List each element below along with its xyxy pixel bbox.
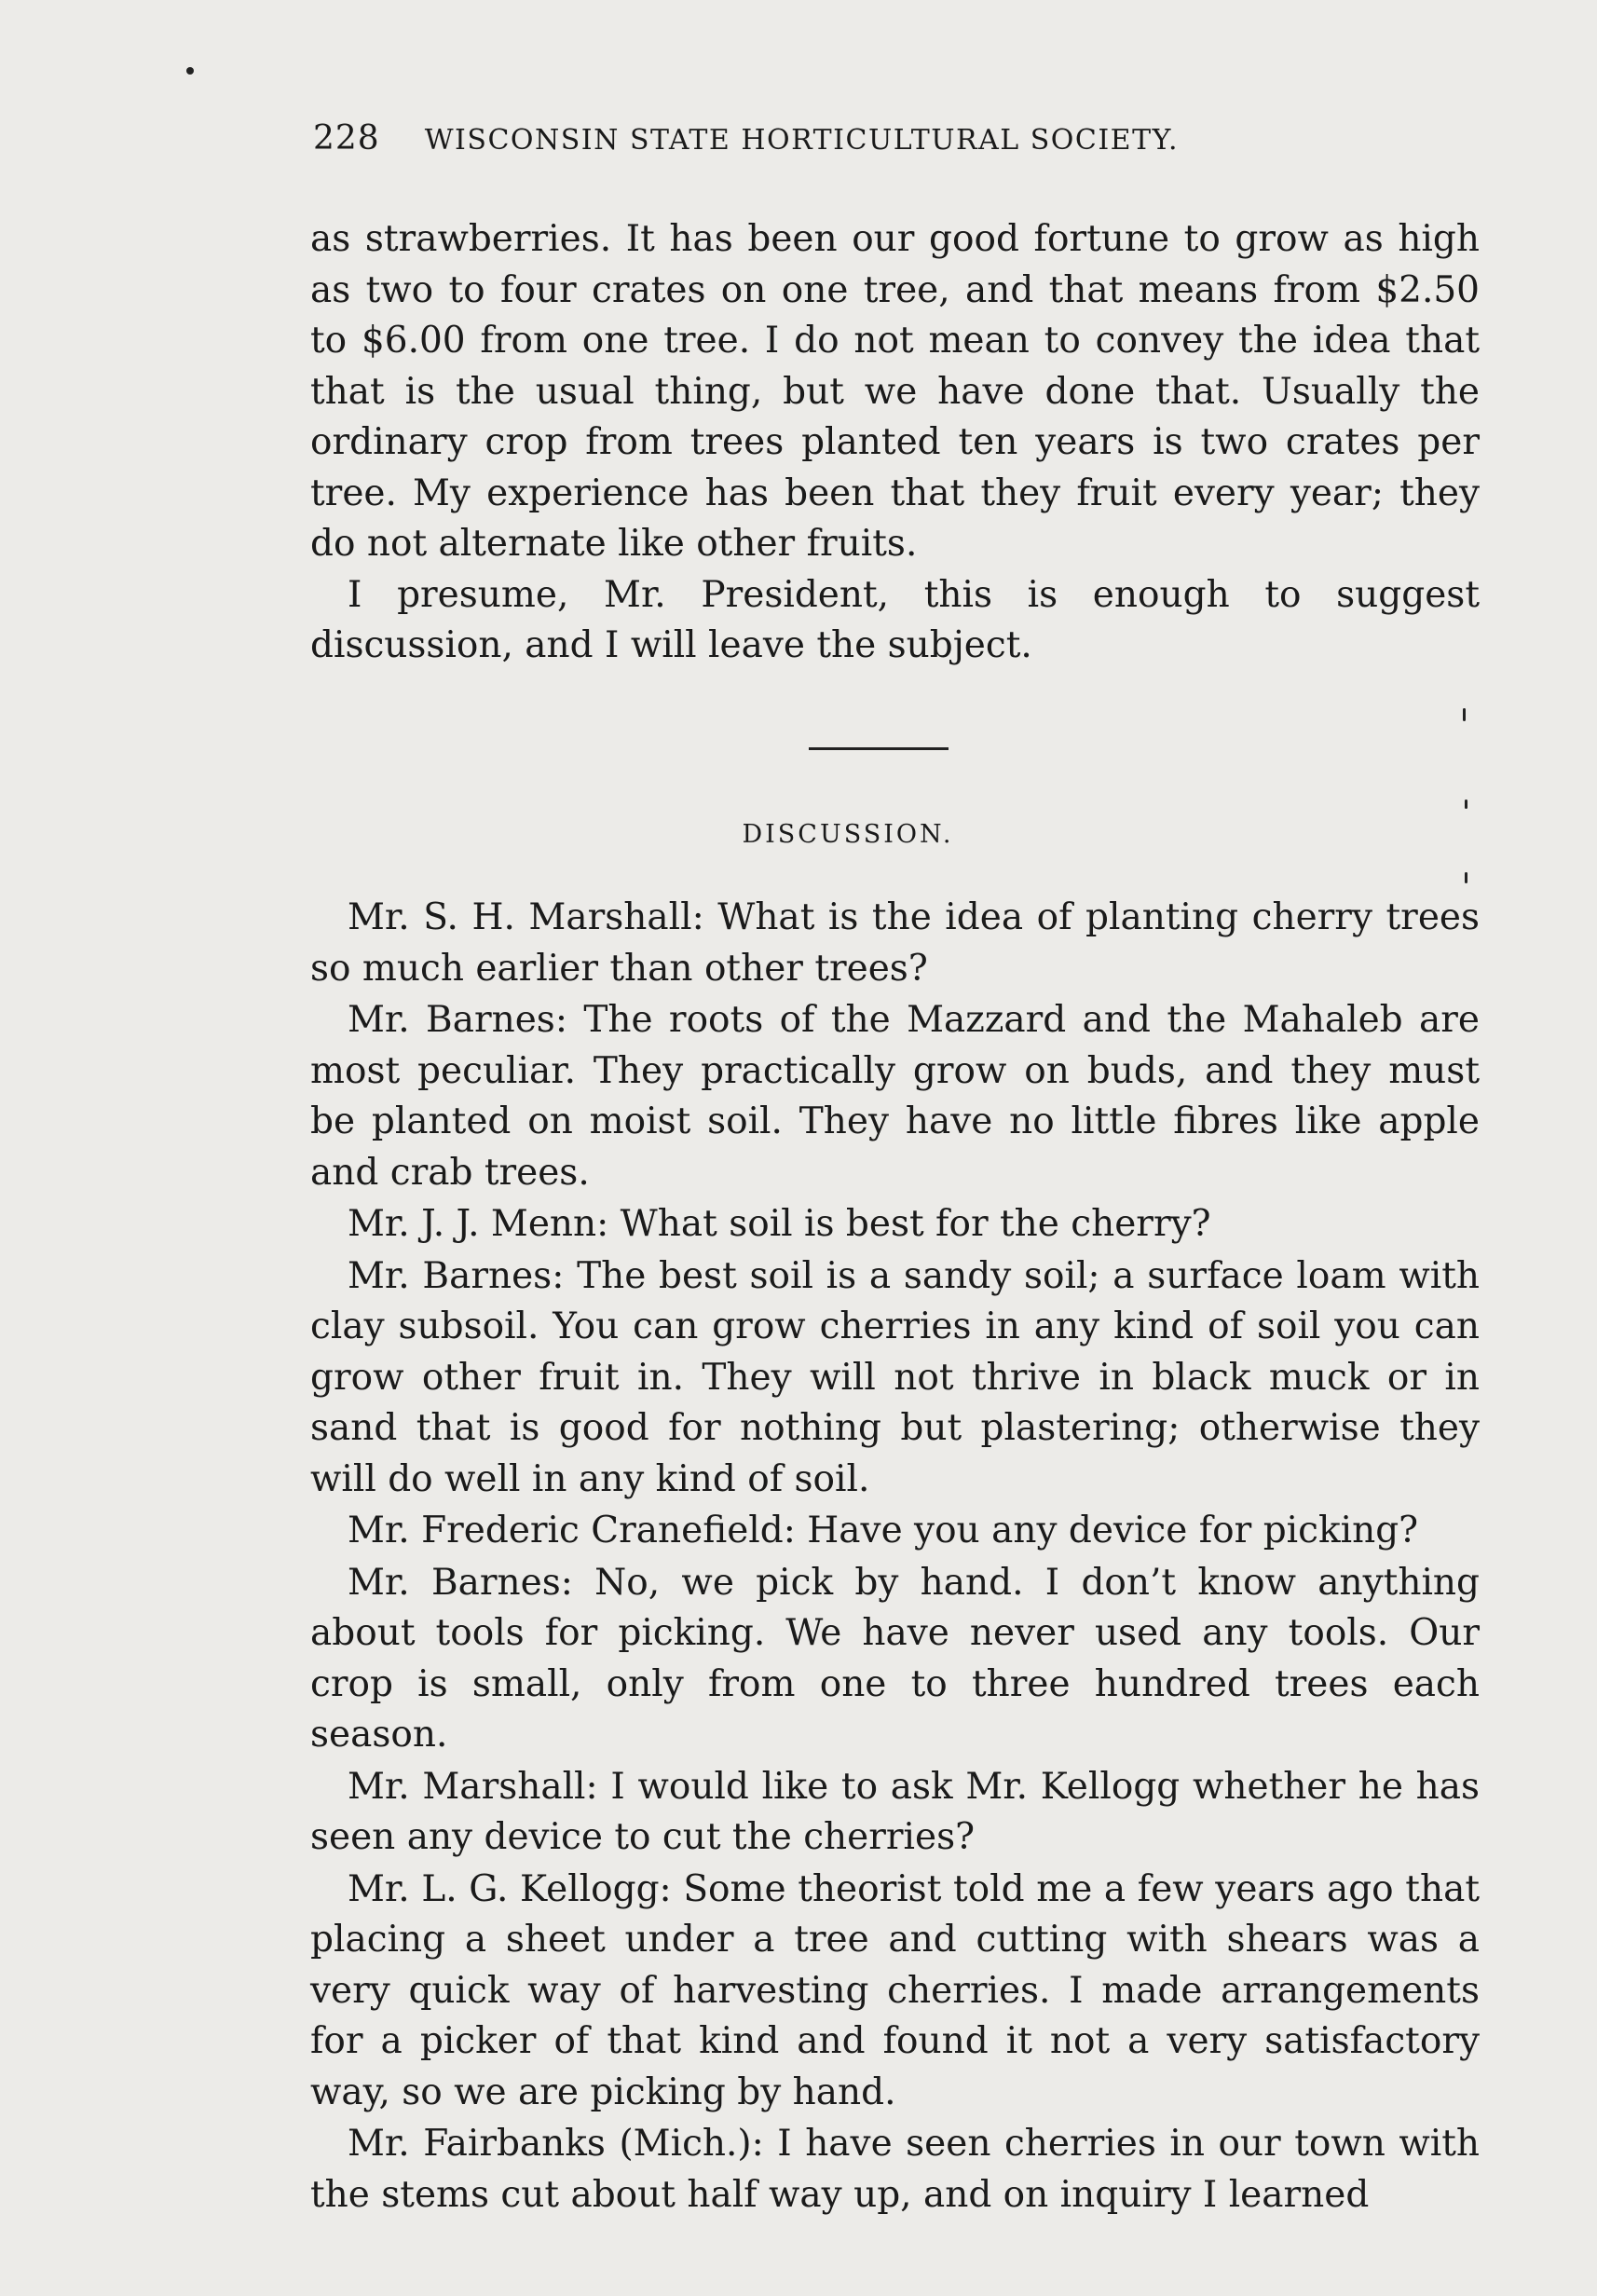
section-divider [809, 747, 949, 750]
exchange-paragraph: Mr. Marshall: I would like to ask Mr. Kellogg whether he has seen any device to cut the cherries? [310, 1765, 1480, 1858]
paragraph: I presume, Mr. President, this is enough to suggest discussion, and I will leave the subject. [310, 573, 1480, 666]
exchange-paragraph: Mr. Barnes: The best soil is a sandy soil; a surface loam with clay subsoil. You can grow cherries in any kind of soil you can grow other fruit in. They will not thrive in black muck or in sand that is good for nothing but plastering; otherwise they will do well in any kind of soil. [310, 1254, 1480, 1500]
running-title: WISCONSIN STATE HORTICULTURAL SOCIETY. [424, 124, 1180, 157]
exchange-paragraph: Mr. Fairbanks (Mich.): I have seen cherries in our town with the stems cut about half way up, and on inquiry I learned [310, 2123, 1480, 2216]
exchange-paragraph: Mr. Barnes: The roots of the Mazzard and the Mahaleb are most peculiar. They practically grow on buds, and they must be planted on moist soil. They have no little fibres like apple and crab trees. [310, 999, 1480, 1194]
ink-speck [186, 67, 194, 75]
page-number: 228 [313, 119, 380, 157]
exchange-paragraph: Mr. J. J. Menn: What soil is best for the cherry? [348, 1203, 1211, 1245]
section-heading: DISCUSSION. [742, 820, 954, 849]
exchange-paragraph: Mr. Frederic Cranefield: Have you any device for picking? [348, 1510, 1419, 1551]
exchange-paragraph: Mr. L. G. Kellogg: Some theorist told me a few years ago that placing a sheet under a tree and cutting with shears was a very quick way of harvesting cherries. I made arrangements for a picker of that kind and found it not a very satisfactory way, so we are picking by hand. [310, 1867, 1480, 2113]
ink-speck [1465, 800, 1467, 809]
exchange-paragraph: Mr. Barnes: No, we pick by hand. I don’t know anything about tools for picking. We have never used any tools. Our crop is small, only from one to three hundred trees each season. [310, 1561, 1480, 1756]
running-header [313, 119, 1338, 166]
discussion-text [310, 893, 1480, 2221]
ink-speck [1463, 708, 1466, 721]
body-text [310, 214, 1480, 672]
paragraph: as strawberries. It has been our good fortune to grow as high as two to four crates on one tree, and that means from $2.50 to $6.00 from one tree. I do not mean to convey the idea that that is the usual thing, but we have done that. Usually the ordinary crop from trees planted ten years is two crates per tree. My experience has been that they fruit every year; they do not alternate like other fruits. [310, 218, 1480, 565]
ink-speck [1465, 872, 1467, 883]
exchange-paragraph: Mr. S. H. Marshall: What is the idea of planting cherry trees so much earlier than other trees? [310, 896, 1480, 990]
